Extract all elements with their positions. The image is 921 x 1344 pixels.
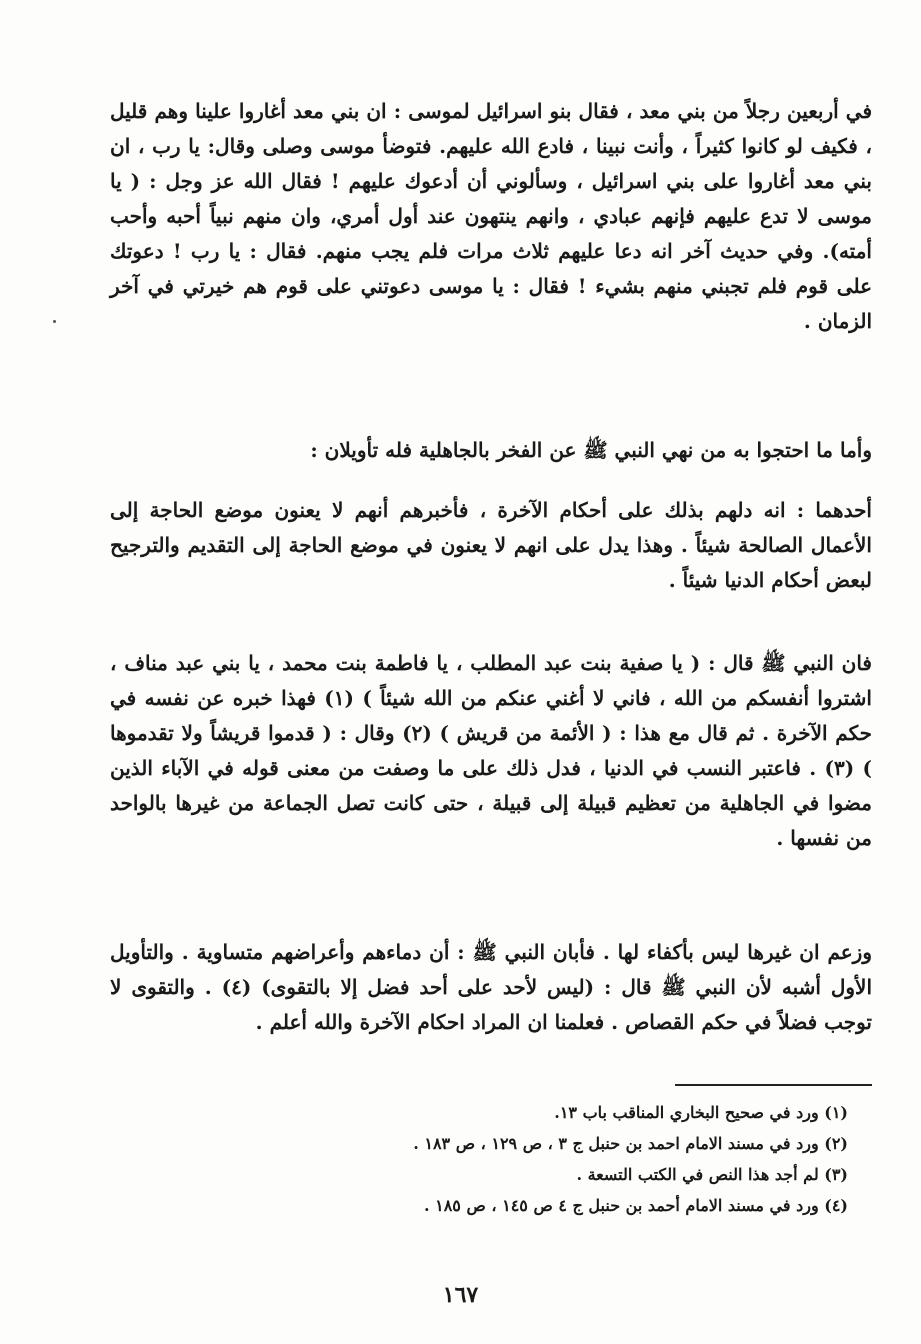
paragraph-two-interpretations: وأما ما احتجوا به من نهي النبي ﷺ عن الفخر بالجاهلية فله تأويلان : — [310, 438, 872, 462]
footnote-1: (١) ورد في صحيح البخاري المناقب باب ١٣. — [554, 1103, 848, 1122]
paragraph-second-interpretation: وزعم ان غيرها ليس بأكفاء لها . فأبان النبي ﷺ : أن دماءهم وأعراضهم متساوية . والتأويل الأول أشبه لأن النبي ﷺ قال : (ليس لأحد على أحد فضل إلا بالتقوى) (٤) . والتقوى لا توجب فضلاً في حكم القصاص . فعلمنا ان المراد احكام الآخرة والله أعلم . — [110, 940, 873, 1034]
paragraph-first-interpretation: أحدهما : انه دلهم بذلك على أحكام الآخرة ، فأخبرهم أنهم لا يعنون موضع الحاجة إلى الأعمال الصالحة شيئاً . وهذا يدل على انهم لا يعنون في موضع الحاجة إلى التقديم والترجيح لبعض أحكام الدنيا شيئاً . — [110, 498, 872, 592]
paragraph-prophet-saying: فان النبي ﷺ قال : ( يا صفية بنت عبد المطلب ، يا فاطمة بنت محمد ، يا بني عبد مناف ، اشتروا أنفسكم من الله ، فاني لا أغني عنكم من الله شيئاً ) (١) فهذا خبره عن نفسه في حكم الآخرة . ثم قال مع هذا : ( الأئمة من قريش ) (٢) وقال : ( قدموا قريشاً ولا تقدموها ) (٣) . فاعتبر النسب في الدنيا ، فدل ذلك على ما وصفت من معنى قوله في الآباء الذين مضوا في الجاهلية من تعظيم قبيلة إلى قبيلة ، حتى كانت تصل الجماعة من غيرها بالواحد من نفسها . — [110, 651, 873, 850]
footnote-2: (٢) ورد في مسند الامام احمد بن حنبل ج ٣ ، ص ١٢٩ ، ص ١٨٣ . — [413, 1134, 848, 1153]
footnote-4: (٤) ورد في مسند الامام أحمد بن حنبل ج ٤ ص ١٤٥ ، ص ١٨٥ . — [423, 1196, 848, 1215]
footnote-3: (٣) لم أجد هذا النص في الكتب التسعة . — [576, 1165, 848, 1184]
footnote-divider — [675, 1084, 872, 1086]
footnotes-list — [300, 1097, 848, 1221]
scan-speck — [53, 320, 56, 323]
page-number: ١٦٧ — [442, 1282, 479, 1308]
paragraph-musa-story: في أربعين رجلاً من بني معد ، فقال بنو اسرائيل لموسى : ان بني معد أغاروا علينا وهم قليل ، فكيف لو كانوا كثيراً ، وأنت نبينا ، فادع الله عليهم. فتوضأ موسى وصلى وقال: يا رب ، ان بني معد أغاروا على بني اسرائيل ، وسألوني أن أدعوك عليهم ! فقال الله عز وجل : ( يا موسى لا تدع عليهم فإنهم عبادي ، وانهم ينتهون عند أول أمري، وان منهم نبياً أحبه وأحب أمته). وفي حديث آخر انه دعا عليهم ثلاث مرات فلم يجب منهم. فقال : يا رب ! دعوتك على قوم فلم تجبني منهم بشيء ! فقال : يا موسى دعوتني على قوم هم خيرتي في آخر الزمان . — [110, 99, 872, 333]
